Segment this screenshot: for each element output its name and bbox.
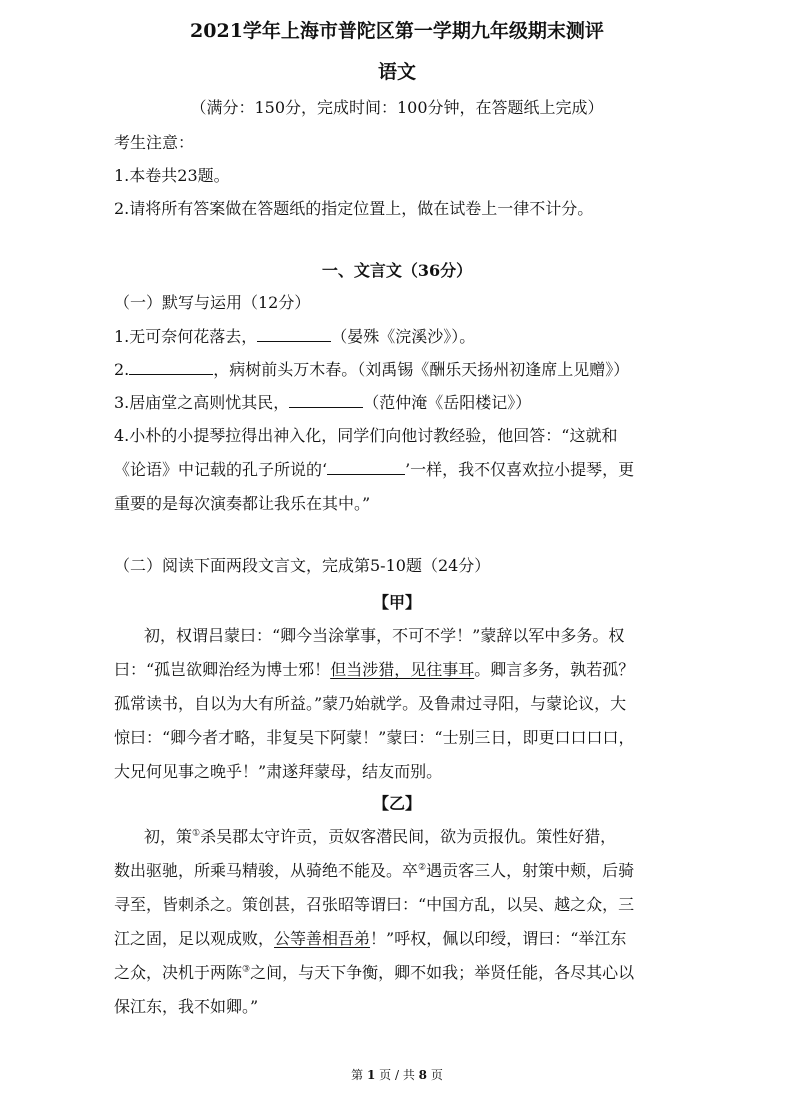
footer-suffix: 页 [430, 1068, 443, 1082]
q2-text-before: 2. [114, 360, 130, 379]
yi-l2-text-b: 遇贡客三人，射策中颊，后骑 [426, 861, 635, 880]
footer-page-number: 1 [366, 1068, 376, 1082]
subject-title: 语文 [377, 61, 416, 83]
passage-yi-line-4 [114, 925, 626, 953]
passage-yi-line-3: 寻至，皆刺杀之。策创甚，召张昭等谓曰：“中国方乱，以吴、越之众，三 [114, 895, 635, 914]
yi-l1-text-b: 杀吴郡太守许贡，贡奴客潜民间，欲为贡报仇。策性好猎， [200, 827, 617, 846]
yi-l5-text-b: 之间，与天下争衡，卿不如我；举贤任能，各尽其心以 [250, 963, 635, 982]
footnote-marker-1: ① [192, 828, 201, 839]
passage-jia-line-5: 大兄何见事之晚乎！”肃遂拜蒙母，结友而别。 [114, 762, 443, 781]
q1-text-after: （晏殊《浣溪沙》）。 [331, 327, 476, 346]
yi-underlined-sentence: 公等善相吾弟 [274, 929, 371, 948]
passage-yi-label: 【乙】 [372, 794, 421, 813]
q4-text-before: 《论语》中记载的孔子所说的‘ [114, 460, 328, 479]
footnote-marker-3: ③ [242, 964, 251, 975]
q3-text-after: （范仲淹《岳阳楼记》） [363, 393, 532, 412]
passage-yi-line-5 [114, 959, 634, 987]
passage-jia-line-1: 初，权谓吕蒙曰：“卿今当涂掌事，不可不学！”蒙辞以军中多务。权 [144, 626, 625, 645]
yi-l1-text-a: 初，策 [144, 827, 193, 846]
footer-mid: 页 / 共 [379, 1068, 415, 1082]
yi-l2-text-a: 数出驱驰，所乘马精骏，从骑绝不能及。卒 [114, 861, 419, 880]
page-footer [0, 1066, 794, 1084]
footer-total-pages: 8 [418, 1068, 428, 1082]
notes-heading: 考生注意： [114, 133, 195, 152]
q3-answer-blank [289, 389, 363, 408]
question-1 [114, 323, 475, 351]
note-item-2: 2.请将所有答案做在答题纸的指定位置上，做在试卷上一律不计分。 [114, 199, 594, 218]
question-2 [114, 356, 629, 384]
passage-yi-line-2 [114, 857, 634, 885]
section1-heading: 一、文言文（36分） [321, 261, 473, 280]
q2-answer-blank [129, 356, 213, 375]
jia-l2-text-a: 曰：“孤岂欲卿治经为博士邪！ [114, 660, 331, 679]
q3-text-before: 3.居庙堂之高则忧其民， [114, 393, 290, 412]
part2-heading: （二）阅读下面两段文言文，完成第5-10题（24分） [114, 556, 491, 575]
passage-jia-line-3: 孤常读书，自以为大有所益。”蒙乃始就学。及鲁肃过寻阳，与蒙论议，大 [114, 694, 627, 713]
exam-info: （满分：150分，完成时间：100分钟，在答题纸上完成） [190, 98, 604, 117]
question-4-line-2 [114, 456, 634, 484]
jia-l2-text-b: 。卿言多务，孰若孤？ [474, 660, 635, 679]
passage-jia-label: 【甲】 [372, 593, 421, 612]
jia-underlined-sentence: 但当涉猎，见往事耳 [330, 660, 475, 679]
footnote-marker-2: ② [418, 862, 427, 873]
yi-l4-text-a: 江之固，足以观成败， [114, 929, 275, 948]
passage-yi-line-6: 保江东，我不如卿。” [114, 997, 259, 1016]
passage-jia-line-2 [114, 656, 634, 684]
q1-text-before: 1.无可奈何花落去， [114, 327, 258, 346]
passage-yi-line-1 [144, 823, 616, 851]
q4-text-after: ’一样，我不仅喜欢拉小提琴，更 [405, 460, 635, 479]
passage-jia-line-4: 惊曰：“卿今者才略，非复吴下阿蒙！”蒙曰：“士别三日，即更口口口口， [114, 728, 635, 747]
yi-l5-text-a: 之众，决机于两陈 [114, 963, 243, 982]
note-item-1: 1.本卷共23题。 [114, 166, 230, 185]
yi-l4-text-b: ！”呼权，佩以印绶，谓曰：“举江东 [370, 929, 627, 948]
question-4-line-1: 4.小朴的小提琴拉得出神入化，同学们向他讨教经验，他回答：“这就和 [114, 426, 618, 445]
q1-answer-blank [257, 323, 331, 342]
part1-heading: （一）默写与运用（12分） [114, 293, 311, 312]
question-4-line-3: 重要的是每次演奏都让我乐在其中。” [114, 494, 371, 513]
question-3 [114, 389, 531, 417]
q4-answer-blank [327, 456, 405, 475]
footer-prefix: 第 [351, 1068, 364, 1082]
q2-text-after: ，病树前头万木春。（刘禹锡《酬乐天扬州初逢席上见赠》） [213, 360, 630, 379]
page-title: 2021学年上海市普陀区第一学期九年级期末测评 [190, 20, 604, 42]
